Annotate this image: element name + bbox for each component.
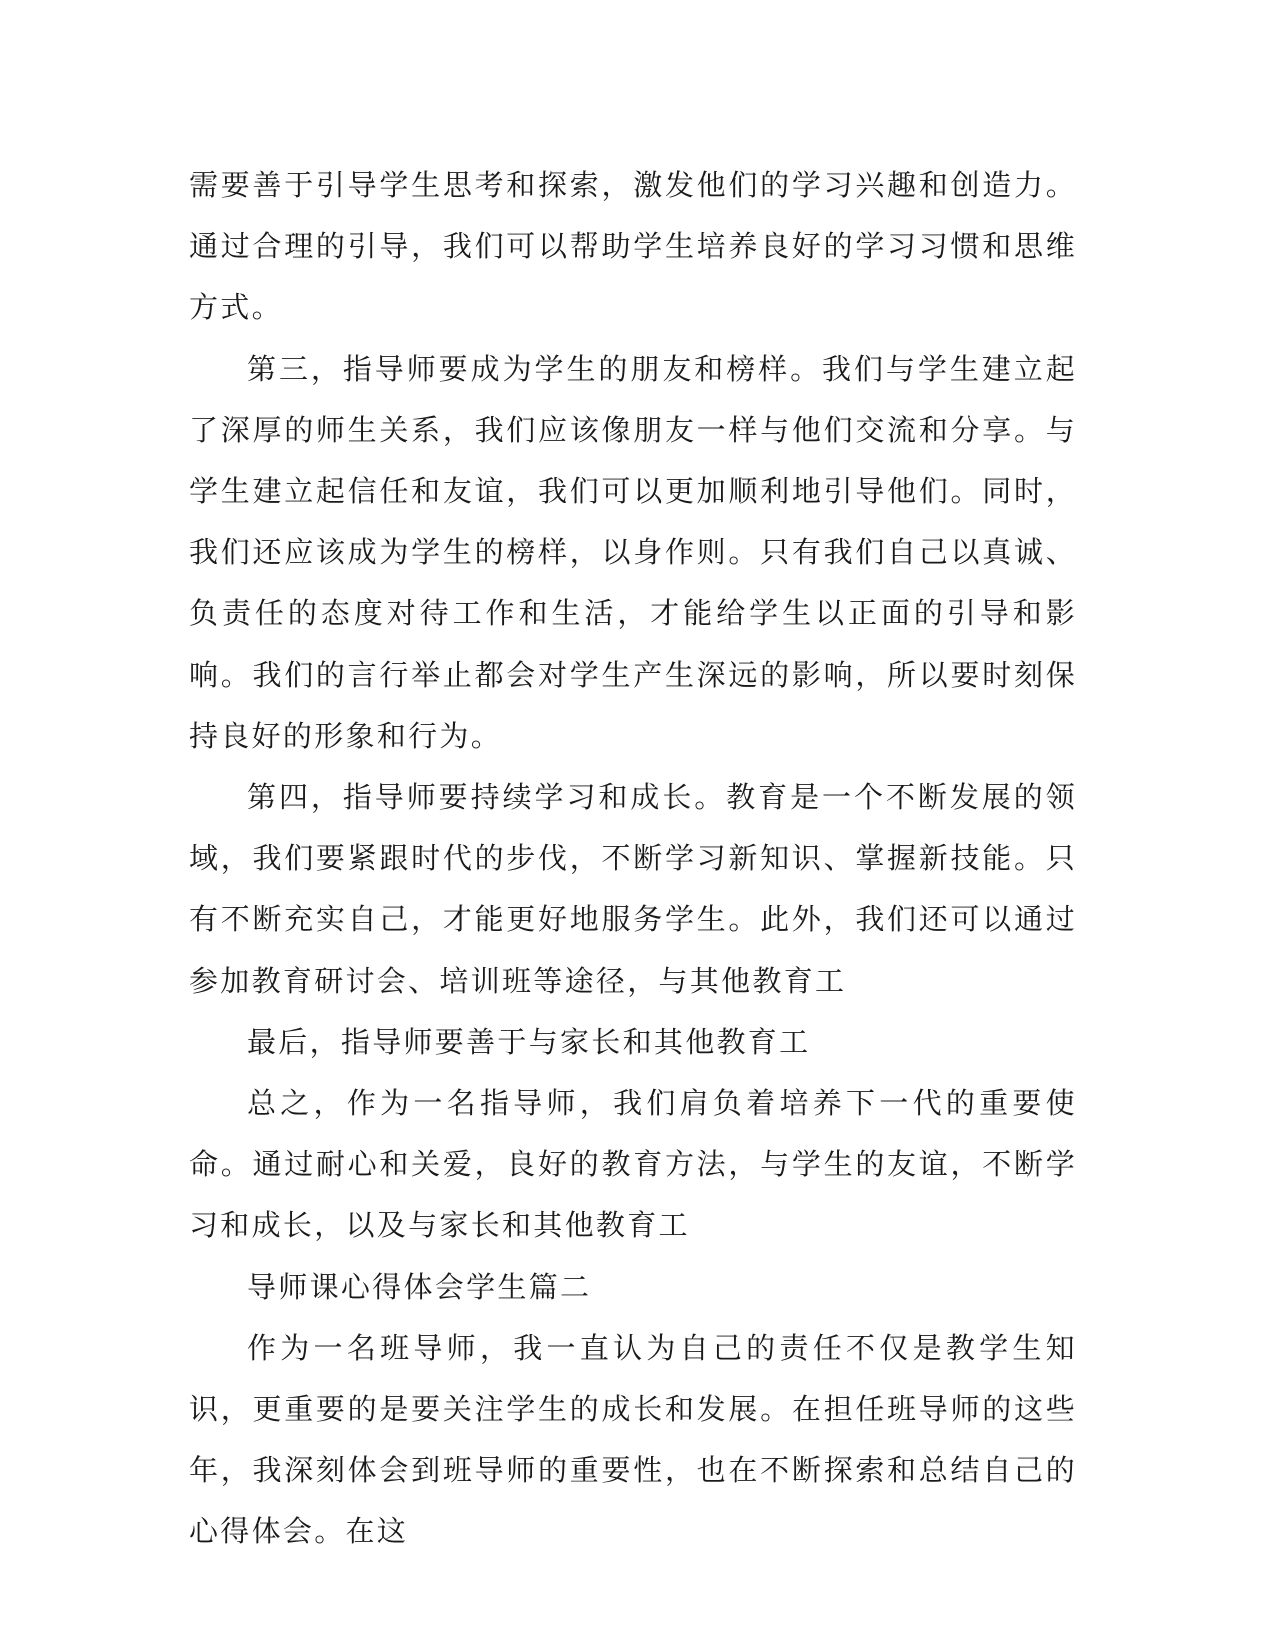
paragraph-summary: 总之，作为一名指导师，我们肩负着培养下一代的重要使命。通过耐心和关爱，良好的教育方法，与学生的友谊，不断学习和成长，以及与家长和其他教育工: [189, 1086, 1077, 1243]
paragraph-continued: 需要善于引导学生思考和探索，激发他们的学习兴趣和创造力。通过合理的引导，我们可以帮助学生培养良好的学习习惯和思维方式。: [189, 168, 1077, 325]
paragraph-finally: 最后，指导师要善于与家长和其他教育工: [247, 1024, 811, 1059]
paragraph-third-point: 第三，指导师要成为学生的朋友和榜样。我们与学生建立起了深厚的师生关系，我们应该像朋友一样与他们交流和分享。与学生建立起信任和友谊，我们可以更加顺利地引导他们。同时，我们还应该成为学生的榜样，以身作则。只有我们自己以真诚、负责任的态度对待工作和生活，才能给学生以正面的引导和影响。我们的言行举止都会对学生产生深远的影响，所以要时刻保持良好的形象和行为。: [189, 351, 1077, 753]
paragraph-fourth-point: 第四，指导师要持续学习和成长。教育是一个不断发展的领域，我们要紧跟时代的步伐，不断学习新知识、掌握新技能。只有不断充实自己，才能更好地服务学生。此外，我们还可以通过参加教育研讨会、培训班等途径，与其他教育工: [189, 780, 1077, 998]
section-heading-part-two: 导师课心得体会学生篇二: [247, 1269, 592, 1304]
document-page: [189, 155, 1077, 1563]
paragraph-part-two-body: 作为一名班导师，我一直认为自己的责任不仅是教学生知识，更重要的是要关注学生的成长和发展。在担任班导师的这些年，我深刻体会到班导师的重要性，也在不断探索和总结自己的心得体会。在这: [189, 1330, 1077, 1549]
